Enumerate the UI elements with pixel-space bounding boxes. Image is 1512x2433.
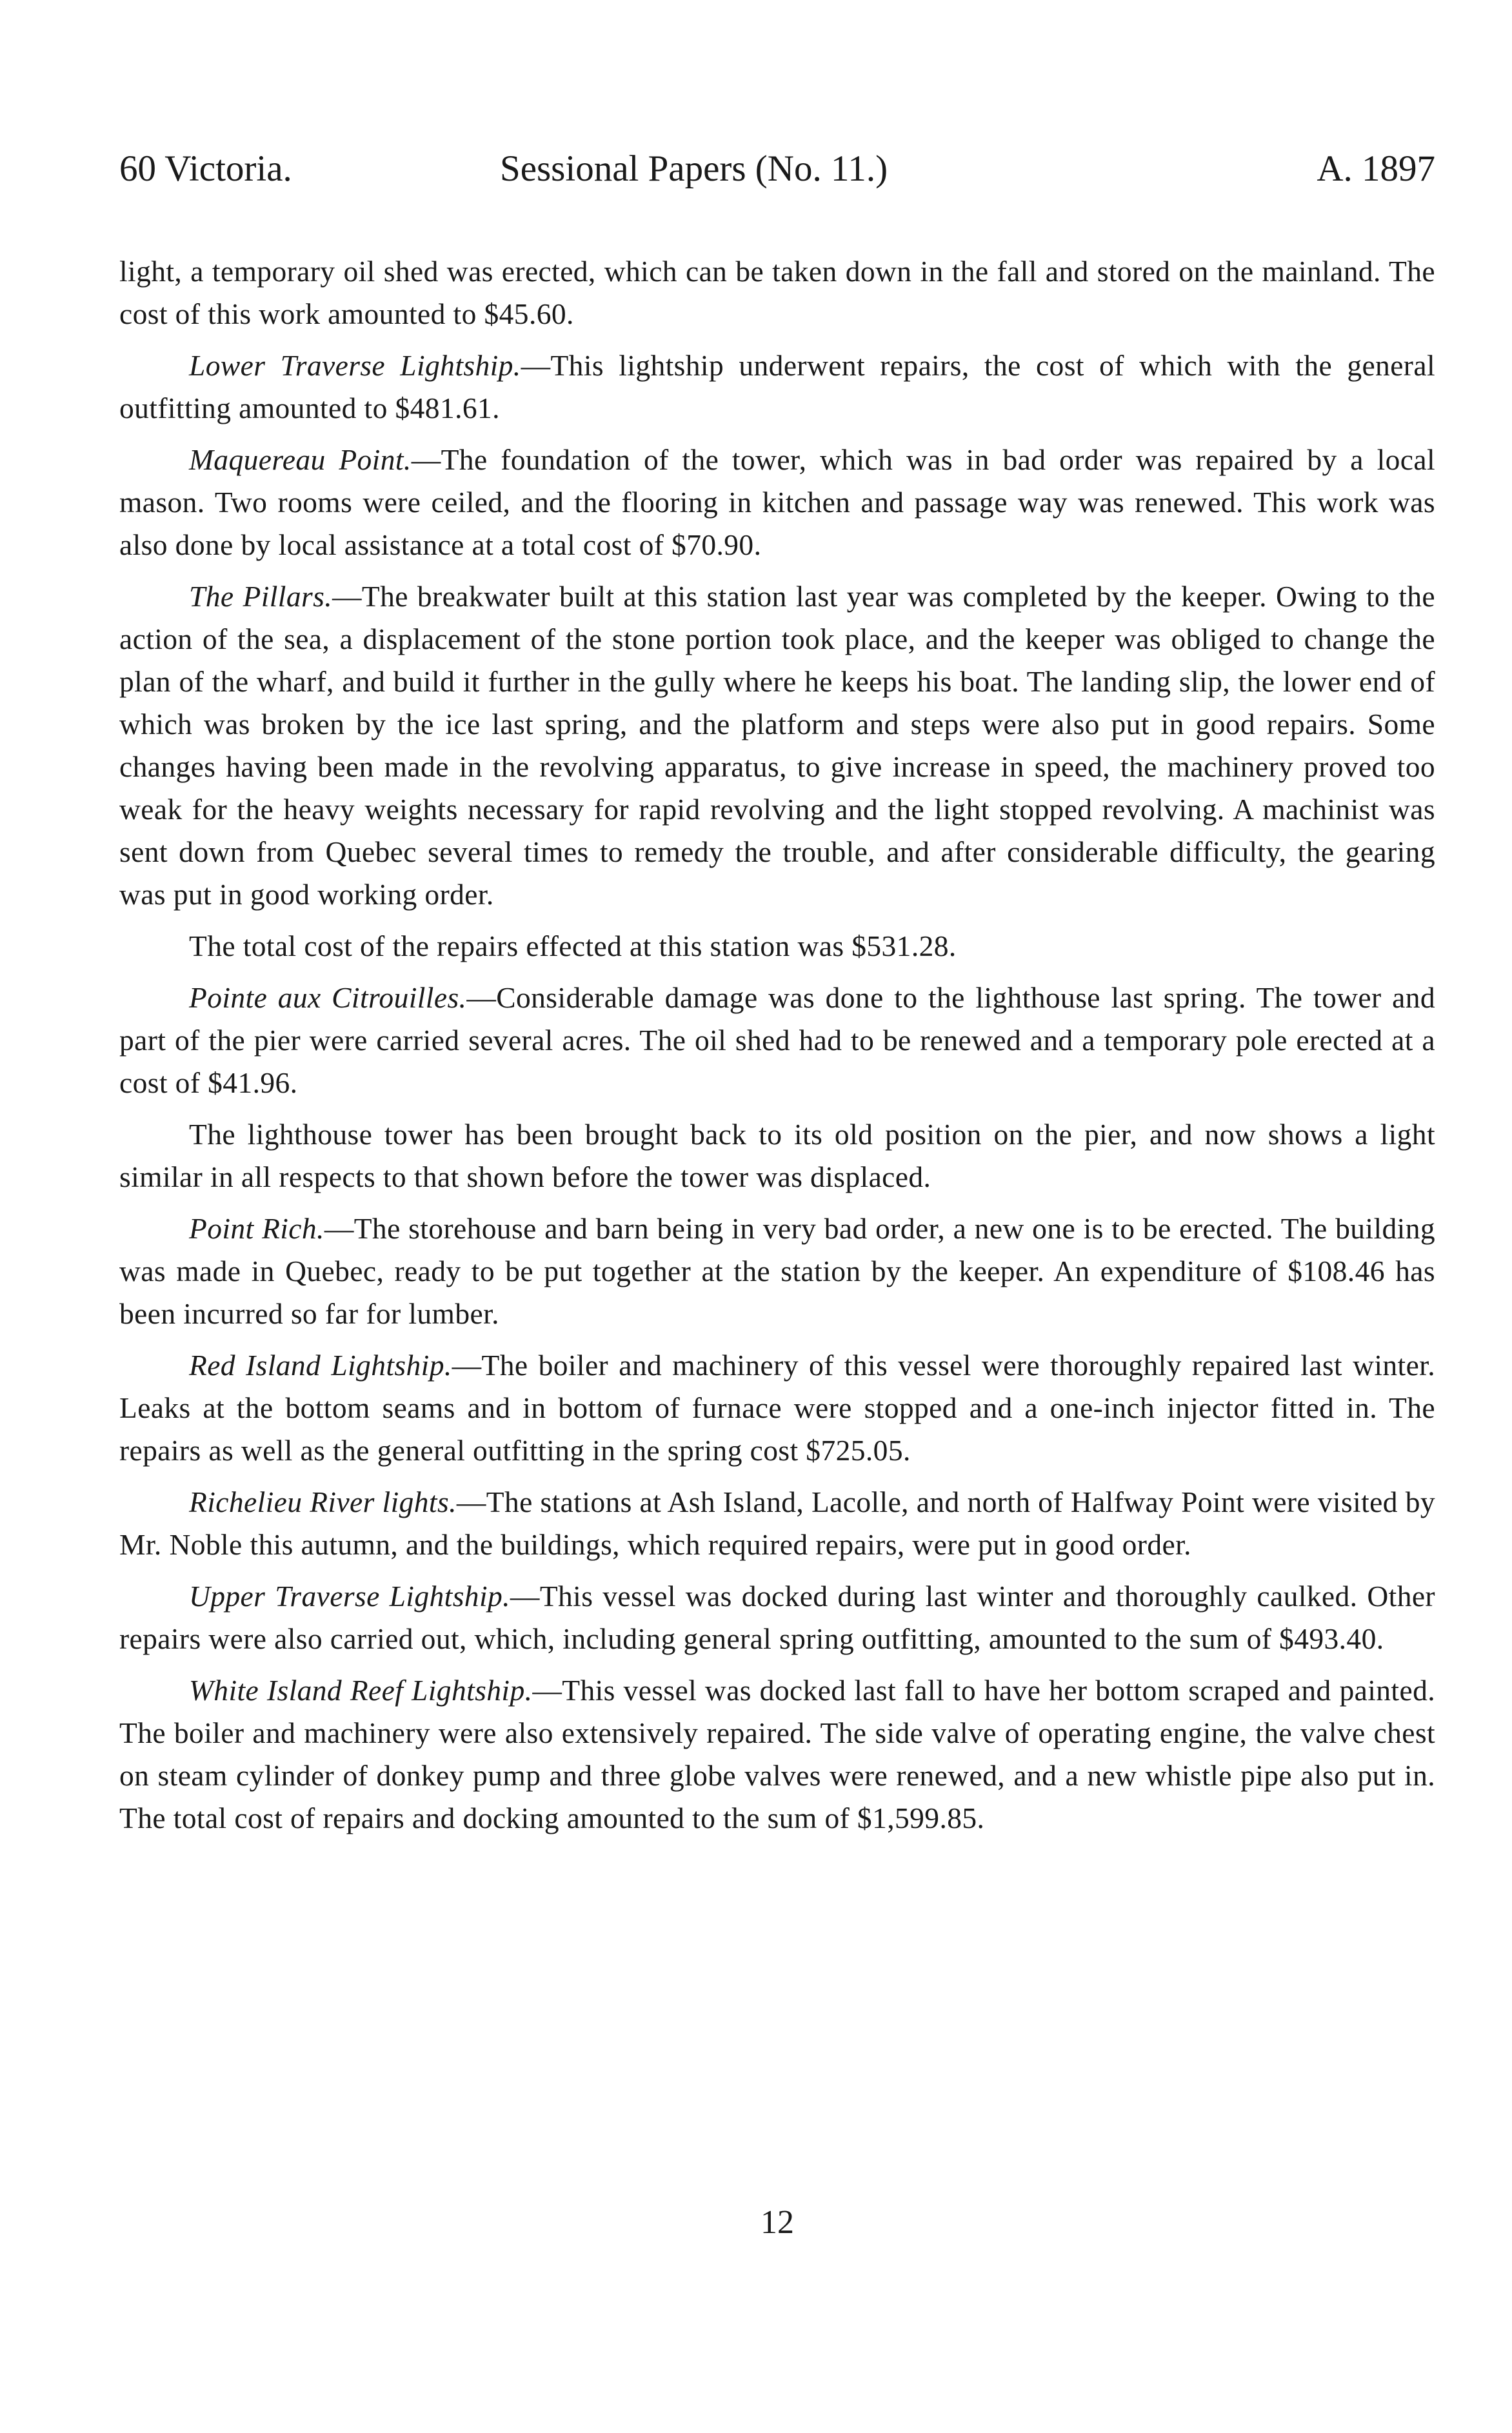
paragraph-heading: Richelieu River lights. [189,1485,457,1518]
paragraph-text: —The storehouse and barn being in very bad order, a new one is to be erected. The building was made in Quebec, ready to be put together at the station by the keeper. An expenditure of $108.46 has been incurred so far for lumber. [119,1212,1435,1330]
paragraph-continuation [119,250,1435,335]
paragraph-pointe-aux-citrouilles [119,977,1435,1104]
paragraph-heading: White Island Reef Lightship. [189,1674,533,1707]
paragraph-red-island-lightship [119,1344,1435,1472]
paragraph-text: The total cost of the repairs effected at this station was $531.28. [189,929,957,962]
paragraph-heading: Pointe aux Citrouilles. [189,981,467,1014]
paragraph-text: —The boiler and machinery of this vessel were thoroughly repaired last winter. Leaks at the bottom seams and in bottom of furnace were stopped and a one-inch injector fitted in. The repairs as well as the general outfitting in the spring cost $725.05. [119,1349,1435,1467]
document-page [119,0,1435,2433]
paragraph-heading: The Pillars. [189,580,332,613]
paragraph-point-rich [119,1207,1435,1335]
running-head [119,143,1435,195]
paragraph-lower-traverse-lightship [119,344,1435,430]
body-text [119,250,1435,1849]
page-number: 12 [761,2204,794,2241]
paragraph-richelieu-river-lights [119,1481,1435,1566]
paragraph-white-island-reef-lightship [119,1669,1435,1840]
paragraph-heading: Red Island Lightship. [189,1349,452,1382]
paragraph-text: —This vessel was docked during last winter and thoroughly caulked. Other repairs were also carried out, which, including general spring outfitting, amounted to the sum of $493.40. [119,1580,1435,1655]
paragraph-text: light, a temporary oil shed was erected, which can be taken down in the fall and stored on the mainland. The cost of this work amounted to $45.60. [119,255,1435,330]
paragraph-upper-traverse-lightship [119,1575,1435,1660]
paragraph-text: —This lightship underwent repairs, the cost of which with the general outfitting amounted to $481.61. [119,349,1435,424]
paragraph-maquereau-point [119,439,1435,566]
paragraph-text: The lighthouse tower has been brought back to its old position on the pier, and now shows a light similar in all respects to that shown before the tower was displaced. [119,1118,1435,1193]
paragraph-heading: Lower Traverse Lightship. [189,349,521,382]
paragraph-heading: Maquereau Point. [189,443,412,476]
paragraph-heading: Upper Traverse Lightship. [189,1580,510,1613]
paragraph-text: —This vessel was docked last fall to have her bottom scraped and painted. The boiler and machinery were also extensively repaired. The side valve of operating engine, the valve chest on steam cylinder of donkey pump and three globe valves were renewed, and a new whistle pipe also put in. The total cost of repairs and docking amounted to the sum of $1,599.85. [119,1674,1435,1834]
paragraph-text: —The foundation of the tower, which was in bad order was repaired by a local mason. Two rooms were ceiled, and the flooring in kitchen and passage way was renewed. This work was also done by local assistance at a total cost of $70.90. [119,443,1435,561]
paragraph-text: —The stations at Ash Island, Lacolle, and north of Halfway Point were visited by Mr. Noble this autumn, and the buildings, which required repairs, were put in good order. [119,1485,1436,1561]
running-head-right: A. 1897 [1317,148,1435,189]
paragraph-text: —Considerable damage was done to the lighthouse last spring. The tower and part of the pier were carried several acres. The oil shed had to be renewed and a temporary pole erected at a cost of $41.96. [119,981,1435,1099]
running-head-title: Sessional Papers (No. 11.) [500,148,888,189]
paragraph-pillars-total [119,925,1435,968]
paragraph-heading: Point Rich. [189,1212,324,1245]
paragraph-the-pillars [119,575,1435,916]
paragraph-lighthouse-tower [119,1113,1435,1198]
paragraph-text: —The breakwater built at this station last year was completed by the keeper. Owing to the action of the sea, a displacement of the stone portion took place, and the keeper was obliged to change the plan of the wharf, and build it further in the gully where he keeps his boat. The landing slip, the lower end of which was broken by the ice last spring, and the platform and steps were also put in good repairs. Some changes having been made in the revolving apparatus, to give increase in speed, the machinery proved too weak for the heavy weights necessary for rapid revolving and the light stopped revolving. A machinist was sent down from Quebec several times to remedy the trouble, and after considerable difficulty, the gearing was put in good working order. [119,580,1435,911]
running-head-left: 60 Victoria. [119,148,292,189]
